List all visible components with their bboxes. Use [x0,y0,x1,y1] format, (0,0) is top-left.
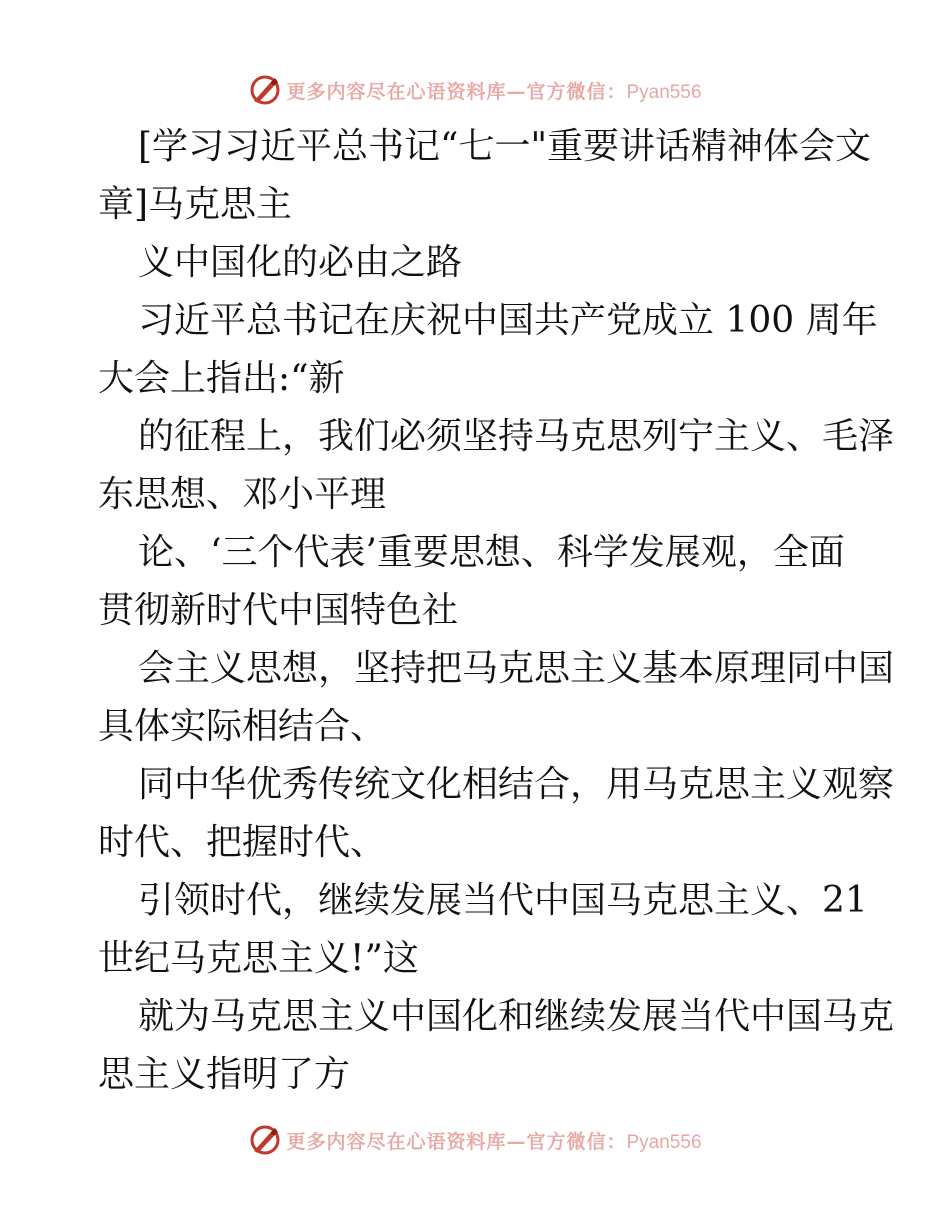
text-line: [学习习近平总书记“七一"重要讲话精神体会文 [138,126,872,167]
text-line: 习近平总书记在庆祝中国共产党成立 100 周年 [138,300,878,341]
watermark-label: 更多内容尽在心语资料库—官方微信： [286,1130,627,1153]
watermark-wechat-id: Pyan556 [626,1131,702,1153]
text-line: 大会上指出:“新 [98,358,345,399]
watermark-label: 更多内容尽在心语资料库—官方微信： [286,80,627,103]
pen-logo-icon [248,1123,282,1157]
document-body [98,118,895,1104]
pen-logo-icon [248,73,282,107]
text-line: 同中华优秀传统文化相结合，用马克思主义观察 [138,764,895,805]
text-line: 章]马克思主 [98,184,293,225]
text-line: 时代、把握时代、 [98,822,387,863]
text-line: 东思想、邓小平理 [98,474,387,515]
watermark-wechat-id: Pyan556 [626,81,702,103]
text-line: 世纪马克思主义!”这 [98,938,419,979]
text-line: 论、‘三个代表’重要思想、科学发展观，全面 [138,532,845,573]
text-line: 思主义指明了方 [98,1054,351,1095]
watermark-text [286,77,701,104]
watermark-text [286,1127,701,1154]
text-line: 具体实际相结合、 [98,706,387,747]
text-line: 引领时代，继续发展当代中国马克思主义、21 [138,880,868,921]
text-line: 就为马克思主义中国化和继续发展当代中国马克 [138,996,895,1037]
footer-watermark [0,1122,950,1158]
text-line: 会主义思想，坚持把马克思主义基本原理同中国 [138,648,895,689]
text-line: 贯彻新时代中国特色社 [98,590,459,631]
header-watermark [0,72,950,108]
text-line: 义中国化的必由之路 [138,242,463,283]
text-line: 的征程上，我们必须坚持马克思列宁主义、毛泽 [138,416,895,457]
